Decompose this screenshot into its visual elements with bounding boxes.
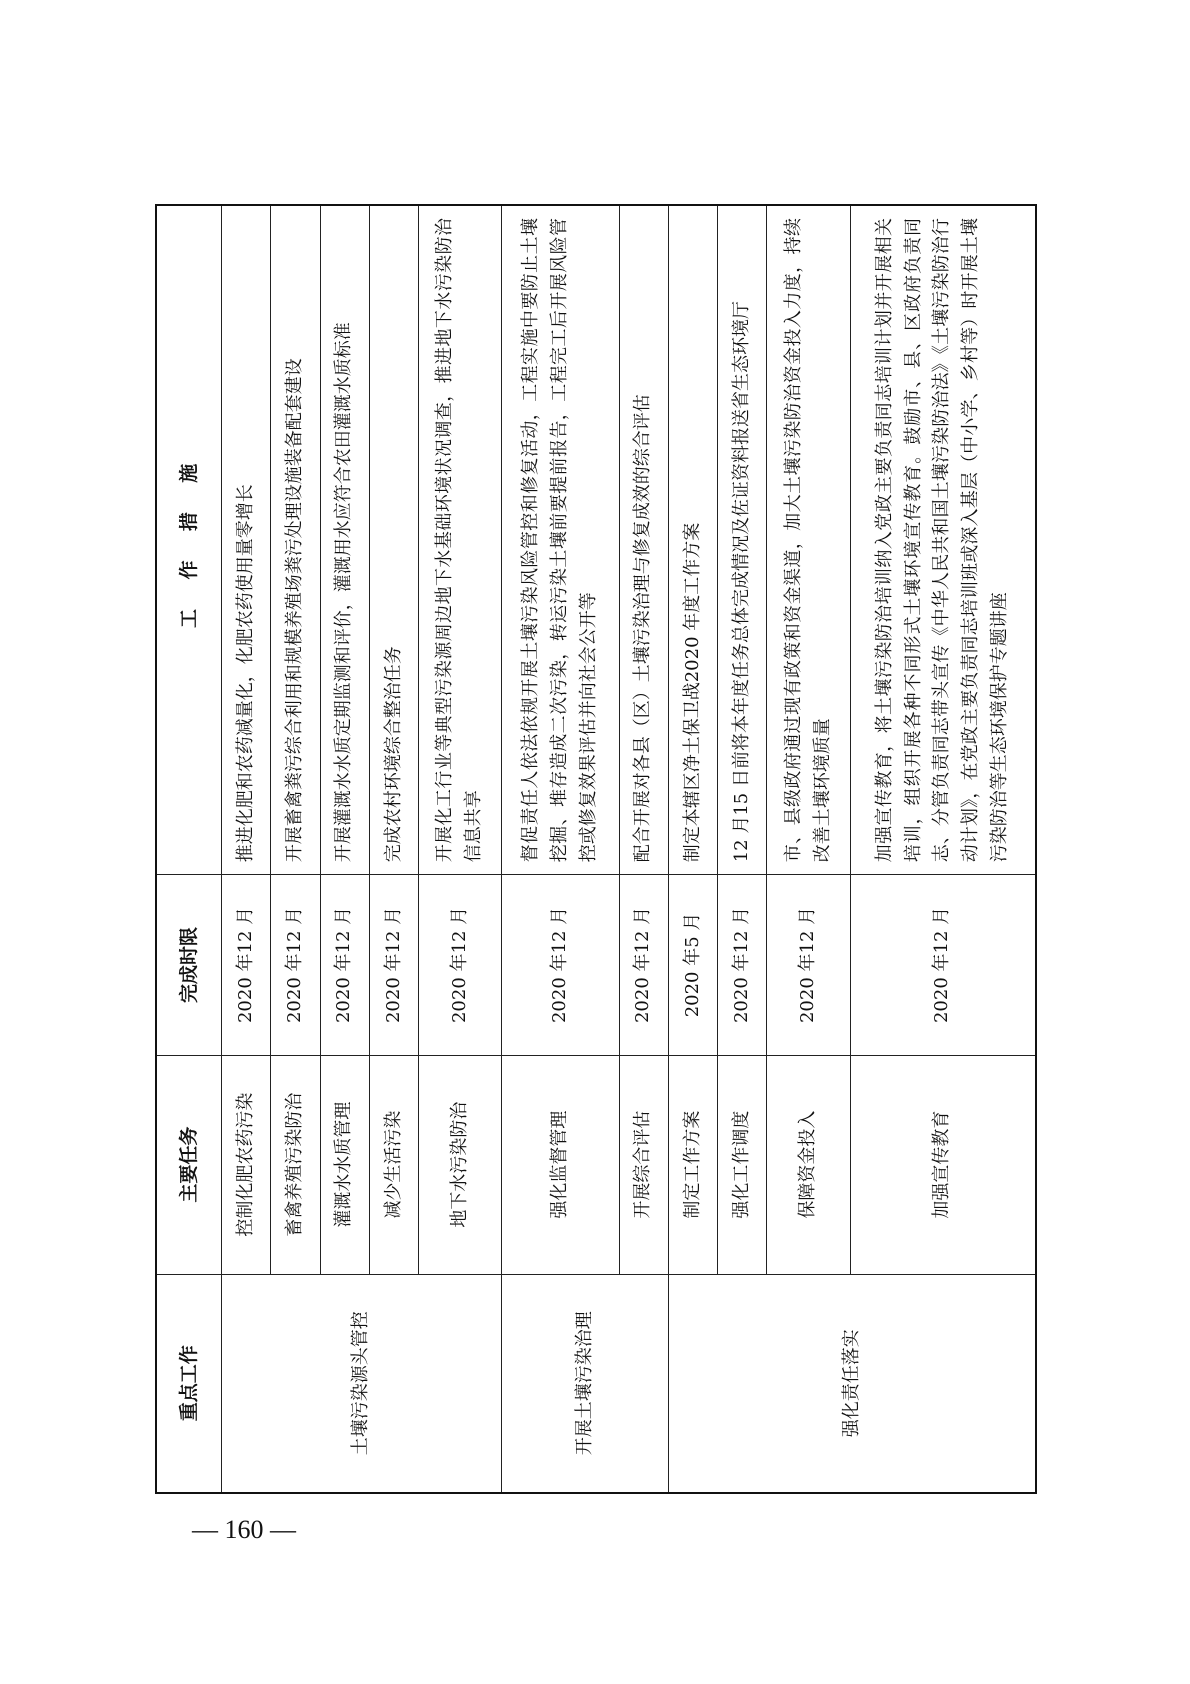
header-row [156, 205, 222, 1493]
task-cell: 强化监督管理 [502, 1055, 619, 1274]
deadline-cell: 2020 年12 月 [718, 875, 767, 1055]
task-cell: 畜禽养殖污染防治 [271, 1055, 320, 1274]
measure-cell: 督促责任人依法依规开展土壤污染风险管控和修复活动，工程实施中要防止土壤挖掘、堆存造成二次污染，转运污染土壤前要提前报告，工程完工后开展风险管控或修复效果评估并向社会公开等 [502, 205, 619, 875]
measure-cell: 推进化肥和农药减量化，化肥农药使用量零增长 [222, 205, 271, 875]
deadline-cell: 2020 年12 月 [419, 875, 502, 1055]
measure-cell: 开展灌溉水水质定期监测和评价，灌溉用水应符合农田灌溉水质标准 [320, 205, 369, 875]
deadline-cell: 2020 年12 月 [271, 875, 320, 1055]
task-cell: 强化工作调度 [718, 1055, 767, 1274]
key-work-cell: 强化责任落实 [668, 1274, 1036, 1493]
deadline-cell: 2020 年12 月 [369, 875, 418, 1055]
deadline-cell: 2020 年12 月 [850, 875, 1036, 1055]
measure-cell: 完成农村环境综合整治任务 [369, 205, 418, 875]
table-header [156, 205, 222, 1493]
deadline-cell: 2020 年12 月 [619, 875, 668, 1055]
header-main-task: 主要任务 [156, 1055, 222, 1274]
page-number: — 160 — [192, 1515, 296, 1544]
deadline-cell: 2020 年12 月 [767, 875, 850, 1055]
deadline-cell: 2020 年12 月 [502, 875, 619, 1055]
header-deadline: 完成时限 [156, 875, 222, 1055]
table-row [502, 205, 619, 1493]
table-body [222, 205, 1037, 1493]
task-cell: 灌溉水水质管理 [320, 1055, 369, 1274]
measure-cell: 市、县级政府通过现有政策和资金渠道，加大土壤污染防治资金投入力度，持续改善土壤环境质量 [767, 205, 850, 875]
measure-cell: 制定本辖区净土保卫战2020 年度工作方案 [668, 205, 717, 875]
measure-cell: 加强宣传教育，将土壤污染防治培训纳入党政主要负责同志培训计划并开展相关培训，组织开展各种不同形式土壤环境宣传教育。鼓励市、县、区政府负责同志、分管负责同志带头宣传《中华人民共和国土壤污染防治法》《土壤污染防治行动计划》，在党政主要负责同志培训班或深入基层（中小学、乡村等）时开展土壤污染防治等生态环境保护专题讲座 [850, 205, 1036, 875]
measure-cell: 配合开展对各县（区）土壤污染治理与修复成效的综合评估 [619, 205, 668, 875]
work-plan-table [155, 204, 1037, 1494]
deadline-cell: 2020 年5 月 [668, 875, 717, 1055]
measure-cell: 12 月15 日前将本年度任务总体完成情况及佐证资料报送省生态环境厅 [718, 205, 767, 875]
measure-cell: 开展畜禽粪污综合利用和规模养殖场粪污处理设施装备配套建设 [271, 205, 320, 875]
task-cell: 制定工作方案 [668, 1055, 717, 1274]
header-measures: 工 作 措 施 [156, 205, 222, 875]
task-cell: 地下水污染防治 [419, 1055, 502, 1274]
header-key-work: 重点工作 [156, 1274, 222, 1493]
task-cell: 控制化肥农药污染 [222, 1055, 271, 1274]
deadline-cell: 2020 年12 月 [320, 875, 369, 1055]
table-row [668, 205, 717, 1493]
task-cell: 加强宣传教育 [850, 1055, 1036, 1274]
rotated-page-content [155, 204, 1037, 1494]
task-cell: 保障资金投入 [767, 1055, 850, 1274]
table-row [222, 205, 271, 1493]
measure-cell: 开展化工行业等典型污染源周边地下水基础环境状况调查，推进地下水污染防治信息共享 [419, 205, 502, 875]
key-work-cell: 土壤污染源头管控 [222, 1274, 502, 1493]
task-cell: 减少生活污染 [369, 1055, 418, 1274]
deadline-cell: 2020 年12 月 [222, 875, 271, 1055]
task-cell: 开展综合评估 [619, 1055, 668, 1274]
key-work-cell: 开展土壤污染治理 [502, 1274, 668, 1493]
